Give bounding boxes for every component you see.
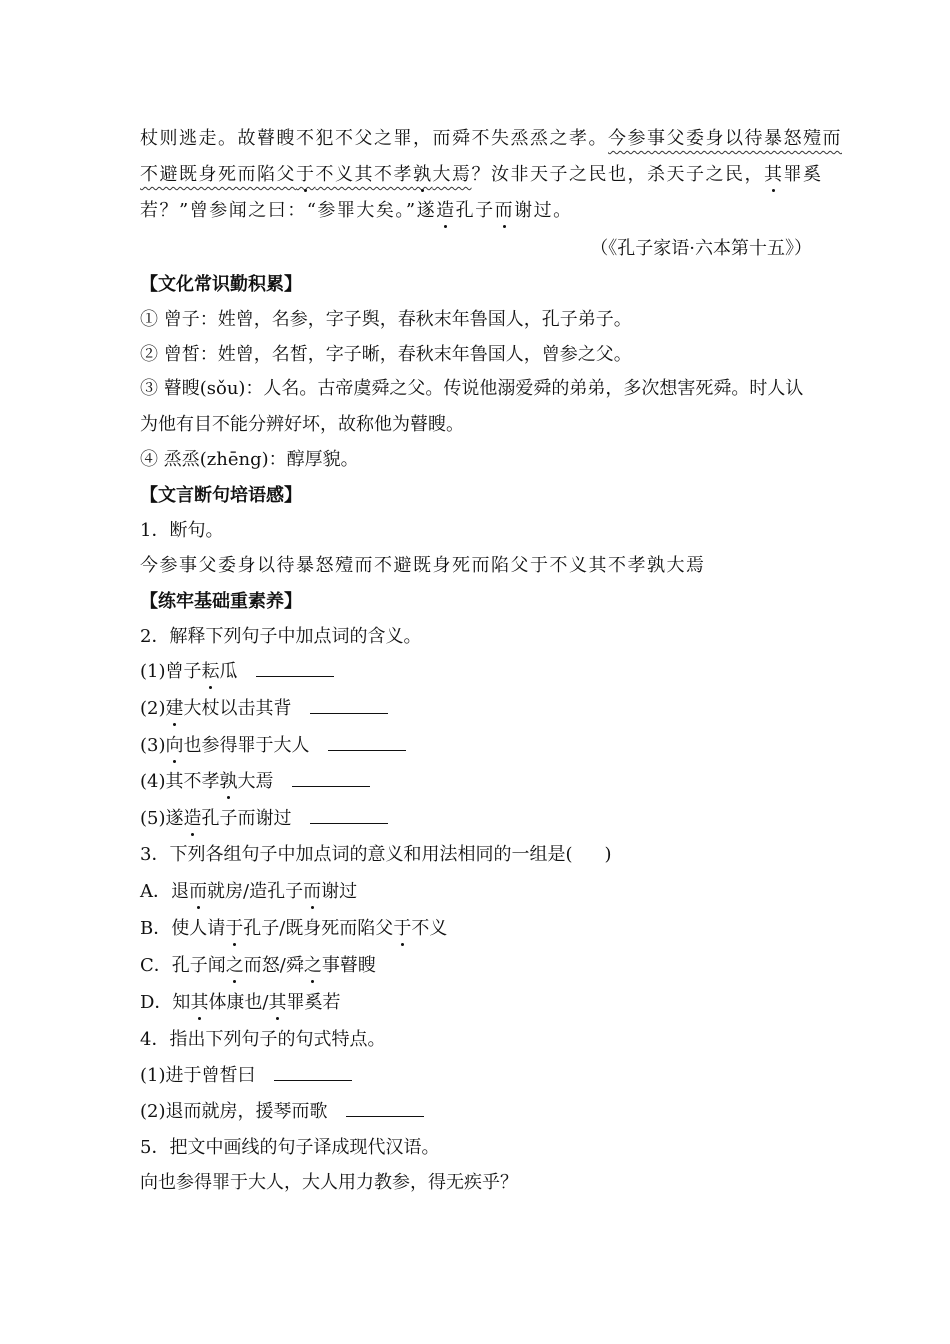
dotted-word: 孰 bbox=[413, 164, 433, 185]
passage-text: 不避既身死而陷父 bbox=[140, 164, 296, 185]
dotted-word: 而 bbox=[189, 881, 207, 902]
option-text: 体康也/ bbox=[208, 992, 269, 1013]
item-text: (5)遂 bbox=[140, 808, 184, 829]
option-text: A．退 bbox=[140, 881, 189, 902]
answer-blank[interactable] bbox=[310, 807, 388, 824]
item-text: 大杖以击其背 bbox=[183, 698, 292, 719]
q4-item-1 bbox=[140, 1064, 812, 1088]
passage-text: ？汝非天子之民也，杀天子之民， bbox=[471, 164, 764, 185]
dotted-word: 于 bbox=[296, 164, 316, 185]
dotted-word: 其 bbox=[268, 992, 287, 1013]
passage-line-1 bbox=[140, 127, 842, 151]
question-3 bbox=[140, 843, 812, 867]
passage-text: 杖则逃走。故瞽瞍不犯不父之罪，而舜不失烝烝之孝。 bbox=[140, 128, 608, 149]
answer-blank[interactable] bbox=[328, 734, 406, 751]
q2-item-3 bbox=[140, 734, 812, 758]
answer-blank[interactable] bbox=[256, 660, 334, 677]
item-text: 瓜 bbox=[219, 661, 238, 682]
dotted-word: 于 bbox=[393, 918, 412, 939]
answer-blank[interactable] bbox=[310, 697, 388, 714]
item-text: (1)进于曾皙曰 bbox=[140, 1065, 256, 1086]
dotted-word: 其 bbox=[764, 164, 784, 185]
answer-blank[interactable] bbox=[346, 1100, 424, 1117]
answer-blank[interactable] bbox=[274, 1064, 352, 1081]
option-a bbox=[140, 880, 812, 904]
item-text: (4)其不孝 bbox=[140, 771, 220, 792]
underlined-sentence: 今参事父委身以待暴怒殪而 bbox=[608, 128, 842, 149]
passage-text: 不义其不孝 bbox=[315, 164, 413, 185]
option-text: 事瞽瞍 bbox=[321, 955, 376, 976]
culture-item-4: ④ 烝烝(zhēng)：醇厚貌。 bbox=[140, 449, 359, 470]
q2-item-4 bbox=[140, 770, 812, 794]
passage-text: 若？”曾参闻之曰：“参罪大矣。”遂 bbox=[140, 200, 437, 221]
underlined-sentence bbox=[140, 164, 472, 185]
question-2: 2．解释下列句子中加点词的含义。 bbox=[140, 626, 422, 647]
dotted-word: 耘 bbox=[201, 661, 220, 682]
option-text: 孔子/既身死而陷父 bbox=[243, 918, 394, 939]
culture-item-3: ③ 瞽瞍(sǒu)：人名。古帝虞舜之父。传说他溺爱舜的弟弟，多次想害死舜。时人认 bbox=[140, 378, 804, 399]
q5-sentence: 向也参得罪于大人，大人用力教参，得无疾乎？ bbox=[140, 1172, 518, 1193]
question-4: 4．指出下列句子的句式特点。 bbox=[140, 1029, 386, 1050]
culture-heading: 【文化常识勤积累】 bbox=[140, 274, 302, 295]
punctuate-heading: 【文言断句培语感】 bbox=[140, 485, 302, 506]
culture-item-1: ① 曾子：姓曾，名参，字子舆，春秋末年鲁国人，孔子弟子。 bbox=[140, 309, 632, 330]
passage-text: 大焉 bbox=[432, 164, 472, 185]
dotted-word: 之 bbox=[303, 955, 322, 976]
basics-heading: 【练牢基础重素养】 bbox=[140, 591, 302, 612]
dotted-word: 其 bbox=[190, 992, 209, 1013]
question-1: 1．断句。 bbox=[140, 520, 224, 541]
q2-item-2 bbox=[140, 697, 812, 721]
question-text: 3．下列各组句子中加点词的意义和用法相同的一组是( bbox=[140, 844, 573, 865]
option-text: 而怒/舜 bbox=[243, 955, 304, 976]
item-text: (3) bbox=[140, 735, 166, 756]
passage-text: 孔子 bbox=[455, 200, 495, 221]
option-text: C．孔子闻 bbox=[140, 955, 226, 976]
option-text: 就房/造孔子 bbox=[207, 881, 304, 902]
dotted-word: 而 bbox=[303, 881, 322, 902]
passage-source: （《孔子家语·六本第十五》） bbox=[590, 238, 812, 259]
dotted-word: 于 bbox=[225, 918, 244, 939]
option-text: D．知 bbox=[140, 992, 191, 1013]
item-text: (2)退而就房，援琴而歌 bbox=[140, 1101, 328, 1122]
q2-item-5 bbox=[140, 807, 812, 831]
dotted-word: 之 bbox=[225, 955, 244, 976]
dotted-word: 向 bbox=[165, 735, 184, 756]
option-text: 不义 bbox=[411, 918, 448, 939]
dotted-word: 而 bbox=[494, 200, 515, 221]
answer-blank[interactable] bbox=[292, 770, 370, 787]
passage-line-3 bbox=[140, 199, 812, 223]
option-text: 罪奚若 bbox=[286, 992, 341, 1013]
option-d bbox=[140, 991, 812, 1015]
dotted-word: 孰 bbox=[219, 771, 238, 792]
item-text: 也参得罪于大人 bbox=[183, 735, 310, 756]
q2-item-1 bbox=[140, 660, 812, 684]
dotted-word: 造 bbox=[183, 808, 202, 829]
option-text: 谢过 bbox=[321, 881, 358, 902]
passage-text: 罪奚 bbox=[783, 164, 823, 185]
passage-line-2 bbox=[140, 163, 823, 187]
item-text: (2) bbox=[140, 698, 166, 719]
question-5: 5．把文中画线的句子译成现代汉语。 bbox=[140, 1137, 440, 1158]
dotted-word: 造 bbox=[436, 200, 456, 221]
culture-item-2: ② 曾皙：姓曾，名皙，字子晰，春秋末年鲁国人，曾参之父。 bbox=[140, 344, 632, 365]
culture-item-3-cont: 为他有目不能分辨好坏，故称他为瞽瞍。 bbox=[140, 414, 464, 435]
question-text: ) bbox=[604, 844, 612, 865]
item-text: (1)曾子 bbox=[140, 661, 202, 682]
punctuate-text: 今参事父委身以待暴怒殪而不避既身死而陷父于不义其不孝孰大焉 bbox=[140, 555, 706, 576]
item-text: 大焉 bbox=[237, 771, 274, 792]
passage-text: 谢过。 bbox=[514, 200, 573, 221]
option-text: B．使人请 bbox=[140, 918, 226, 939]
q4-item-2 bbox=[140, 1100, 812, 1124]
dotted-word: 建 bbox=[165, 698, 184, 719]
option-b bbox=[140, 917, 812, 941]
item-text: 孔子而谢过 bbox=[201, 808, 292, 829]
option-c bbox=[140, 954, 812, 978]
